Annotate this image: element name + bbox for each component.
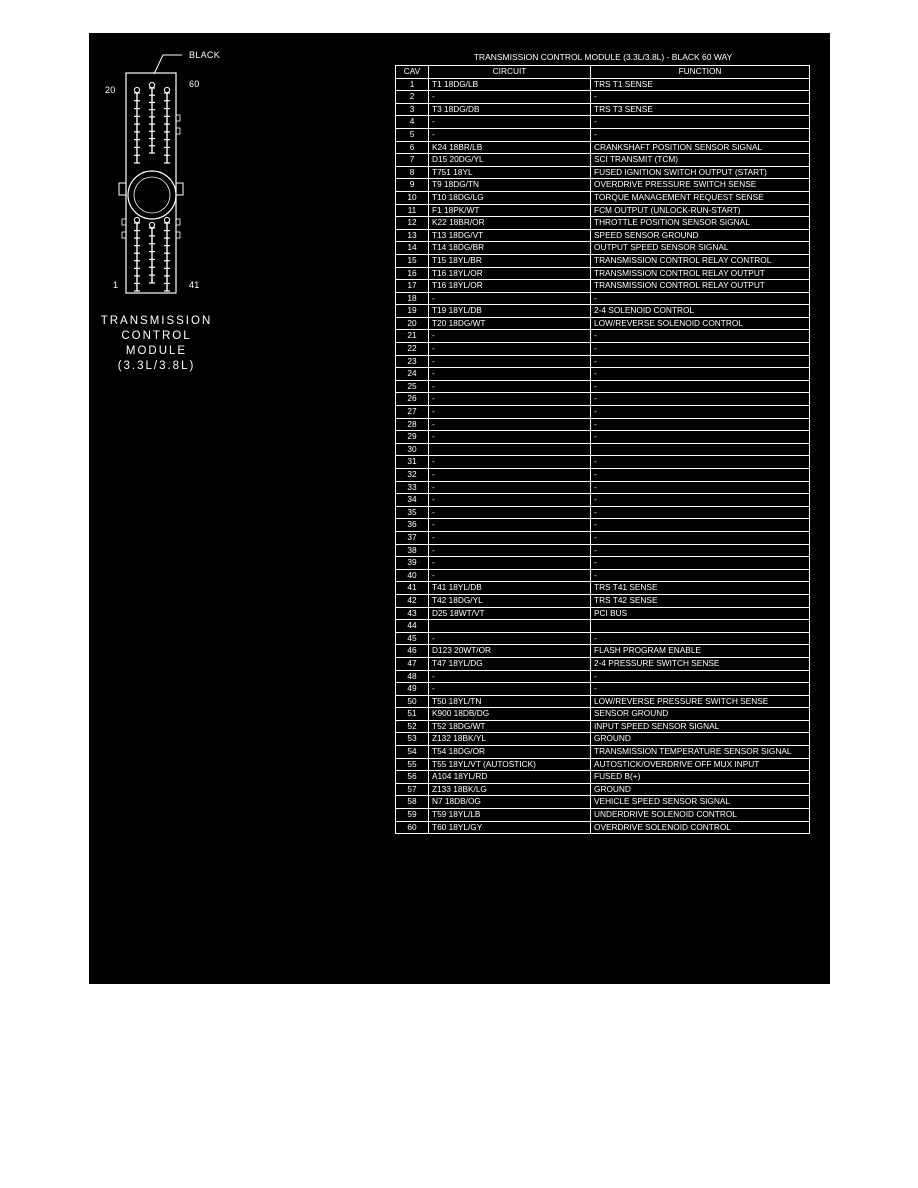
function-cell: SCI TRANSMIT (TCM): [591, 154, 810, 167]
circuit-cell: T59 18YL/LB: [429, 809, 591, 822]
function-cell: OVERDRIVE SOLENOID CONTROL: [591, 821, 810, 834]
circuit-cell: -: [429, 544, 591, 557]
function-cell: GROUND: [591, 783, 810, 796]
circuit-cell: T15 18YL/BR: [429, 254, 591, 267]
cav-cell: 11: [396, 204, 429, 217]
cav-cell: 23: [396, 355, 429, 368]
table-row: [396, 809, 810, 822]
circuit-cell: T14 18DG/BR: [429, 242, 591, 255]
circuit-cell: -: [429, 531, 591, 544]
pin-label-top-right: 60: [189, 79, 200, 89]
function-cell: FUSED B(+): [591, 771, 810, 784]
cav-cell: 15: [396, 254, 429, 267]
table-row: [396, 343, 810, 356]
function-cell: OUTPUT SPEED SENSOR SIGNAL: [591, 242, 810, 255]
table-row: [396, 166, 810, 179]
table-row: [396, 594, 810, 607]
circuit-cell: -: [429, 469, 591, 482]
cav-cell: 47: [396, 657, 429, 670]
circuit-cell: Z132 18BK/YL: [429, 733, 591, 746]
circuit-cell: -: [429, 670, 591, 683]
function-cell: -: [591, 418, 810, 431]
cav-cell: 18: [396, 292, 429, 305]
circuit-cell: T42 18DG/YL: [429, 594, 591, 607]
circuit-cell: [429, 620, 591, 633]
table-row: [396, 645, 810, 658]
cav-cell: 28: [396, 418, 429, 431]
circuit-cell: -: [429, 355, 591, 368]
function-cell: THROTTLE POSITION SENSOR SIGNAL: [591, 217, 810, 230]
module-name-line: MODULE: [125, 345, 188, 357]
function-cell: -: [591, 380, 810, 393]
table-row: [396, 544, 810, 557]
function-cell: -: [591, 355, 810, 368]
table-row: [396, 494, 810, 507]
function-cell: TRANSMISSION CONTROL RELAY OUTPUT: [591, 280, 810, 293]
function-cell: -: [591, 292, 810, 305]
cav-cell: 40: [396, 569, 429, 582]
table-row: [396, 78, 810, 91]
function-cell: -: [591, 557, 810, 570]
function-cell: TRANSMISSION TEMPERATURE SENSOR SIGNAL: [591, 746, 810, 759]
cav-cell: 13: [396, 229, 429, 242]
cav-cell: 38: [396, 544, 429, 557]
function-cell: -: [591, 91, 810, 104]
cav-cell: 22: [396, 343, 429, 356]
function-cell: TRS T42 SENSE: [591, 594, 810, 607]
circuit-cell: -: [429, 557, 591, 570]
circuit-cell: [429, 443, 591, 456]
cav-cell: 30: [396, 443, 429, 456]
circuit-cell: K24 18BR/LB: [429, 141, 591, 154]
cav-cell: 20: [396, 317, 429, 330]
table-row: [396, 128, 810, 141]
table-row: [396, 191, 810, 204]
cav-cell: 27: [396, 406, 429, 419]
header-cav: CAV: [396, 66, 429, 79]
table-row: [396, 607, 810, 620]
table-header-row: [396, 66, 810, 79]
circuit-cell: -: [429, 380, 591, 393]
table-row: [396, 179, 810, 192]
function-cell: 2-4 PRESSURE SWITCH SENSE: [591, 657, 810, 670]
function-cell: -: [591, 670, 810, 683]
cav-cell: 52: [396, 720, 429, 733]
cav-cell: 45: [396, 632, 429, 645]
circuit-cell: -: [429, 418, 591, 431]
function-cell: TORQUE MANAGEMENT REQUEST SENSE: [591, 191, 810, 204]
circuit-cell: -: [429, 683, 591, 696]
function-cell: -: [591, 456, 810, 469]
function-cell: -: [591, 506, 810, 519]
header-circuit: CIRCUIT: [429, 66, 591, 79]
function-cell: -: [591, 330, 810, 343]
cav-cell: 14: [396, 242, 429, 255]
table-row: [396, 254, 810, 267]
pin-end-circle: [134, 87, 139, 92]
circuit-cell: T16 18YL/OR: [429, 267, 591, 280]
function-cell: TRS T3 SENSE: [591, 103, 810, 116]
header-function: FUNCTION: [591, 66, 810, 79]
table-row: [396, 582, 810, 595]
cav-cell: 54: [396, 746, 429, 759]
pin-end-circle: [149, 82, 154, 87]
cav-cell: 50: [396, 695, 429, 708]
cav-cell: 10: [396, 191, 429, 204]
cav-cell: 37: [396, 531, 429, 544]
function-cell: -: [591, 431, 810, 444]
function-cell: -: [591, 128, 810, 141]
cav-cell: 58: [396, 796, 429, 809]
cav-cell: 57: [396, 783, 429, 796]
cav-cell: 25: [396, 380, 429, 393]
cav-cell: 9: [396, 179, 429, 192]
circuit-cell: -: [429, 406, 591, 419]
function-cell: -: [591, 632, 810, 645]
circuit-cell: -: [429, 330, 591, 343]
table-row: [396, 317, 810, 330]
circuit-cell: D123 20WT/OR: [429, 645, 591, 658]
module-name: [89, 314, 224, 374]
circuit-cell: T19 18YL/DB: [429, 305, 591, 318]
function-cell: TRANSMISSION CONTROL RELAY CONTROL: [591, 254, 810, 267]
table-row: [396, 620, 810, 633]
cav-cell: 41: [396, 582, 429, 595]
table-row: [396, 657, 810, 670]
table-row: [396, 456, 810, 469]
circuit-cell: T41 18YL/DB: [429, 582, 591, 595]
table-row: [396, 783, 810, 796]
table-row: [396, 393, 810, 406]
function-cell: CRANKSHAFT POSITION SENSOR SIGNAL: [591, 141, 810, 154]
table-row: [396, 204, 810, 217]
pin-end-circle: [134, 217, 139, 222]
cav-cell: 56: [396, 771, 429, 784]
function-cell: SENSOR GROUND: [591, 708, 810, 721]
circuit-cell: D15 20DG/YL: [429, 154, 591, 167]
table-row: [396, 141, 810, 154]
circuit-cell: -: [429, 519, 591, 532]
function-cell: -: [591, 368, 810, 381]
table-row: [396, 154, 810, 167]
pin-label-bottom-right: 41: [189, 280, 200, 290]
table-row: [396, 418, 810, 431]
circuit-cell: -: [429, 292, 591, 305]
cav-cell: 26: [396, 393, 429, 406]
circuit-cell: D25 18WT/VT: [429, 607, 591, 620]
function-cell: -: [591, 481, 810, 494]
cav-cell: 3: [396, 103, 429, 116]
circuit-cell: T52 18DG/WT: [429, 720, 591, 733]
table-row: [396, 557, 810, 570]
circuit-cell: -: [429, 91, 591, 104]
table-row: [396, 103, 810, 116]
cav-cell: 59: [396, 809, 429, 822]
cav-cell: 19: [396, 305, 429, 318]
table-body: [396, 78, 810, 834]
table-row: [396, 469, 810, 482]
circuit-cell: -: [429, 506, 591, 519]
function-cell: LOW/REVERSE PRESSURE SWITCH SENSE: [591, 695, 810, 708]
cav-cell: 16: [396, 267, 429, 280]
circuit-cell: -: [429, 632, 591, 645]
cav-cell: 31: [396, 456, 429, 469]
table-row: [396, 355, 810, 368]
circuit-cell: T9 18DG/TN: [429, 179, 591, 192]
circuit-cell: T13 18DG/VT: [429, 229, 591, 242]
circuit-cell: T10 18DG/LG: [429, 191, 591, 204]
cav-cell: 2: [396, 91, 429, 104]
function-cell: -: [591, 683, 810, 696]
function-cell: 2-4 SOLENOID CONTROL: [591, 305, 810, 318]
table-row: [396, 431, 810, 444]
table-row: [396, 670, 810, 683]
table-row: [396, 733, 810, 746]
cav-cell: 49: [396, 683, 429, 696]
function-cell: GROUND: [591, 733, 810, 746]
table-row: [396, 758, 810, 771]
function-cell: PCI BUS: [591, 607, 810, 620]
wiring-diagram-panel: [89, 33, 830, 984]
function-cell: TRANSMISSION CONTROL RELAY OUTPUT: [591, 267, 810, 280]
circuit-cell: F1 18PK/WT: [429, 204, 591, 217]
cav-cell: 4: [396, 116, 429, 129]
circuit-cell: -: [429, 456, 591, 469]
function-cell: VEHICLE SPEED SENSOR SIGNAL: [591, 796, 810, 809]
pin-end-circle: [149, 222, 154, 227]
cav-cell: 39: [396, 557, 429, 570]
circuit-cell: T751 18YL: [429, 166, 591, 179]
table-row: [396, 330, 810, 343]
table-row: [396, 506, 810, 519]
cav-cell: 12: [396, 217, 429, 230]
table-row: [396, 305, 810, 318]
pin-end-circle: [164, 87, 169, 92]
circuit-cell: T60 18YL/GY: [429, 821, 591, 834]
circuit-cell: A104 18YL/RD: [429, 771, 591, 784]
table-row: [396, 481, 810, 494]
cav-cell: 42: [396, 594, 429, 607]
cav-cell: 29: [396, 431, 429, 444]
cav-cell: 36: [396, 519, 429, 532]
module-name-line: TRANSMISSION: [100, 315, 213, 327]
circuit-cell: T50 18YL/TN: [429, 695, 591, 708]
function-cell: -: [591, 406, 810, 419]
table-row: [396, 720, 810, 733]
cav-cell: 33: [396, 481, 429, 494]
cav-cell: 43: [396, 607, 429, 620]
module-name-line: (3.3L/3.8L): [117, 360, 196, 372]
function-cell: TRS T41 SENSE: [591, 582, 810, 595]
circuit-cell: K22 18BR/OR: [429, 217, 591, 230]
circuit-cell: T54 18DG/OR: [429, 746, 591, 759]
function-cell: LOW/REVERSE SOLENOID CONTROL: [591, 317, 810, 330]
circuit-cell: -: [429, 343, 591, 356]
table-row: [396, 708, 810, 721]
function-cell: -: [591, 569, 810, 582]
table-row: [396, 771, 810, 784]
function-cell: TRS T1 SENSE: [591, 78, 810, 91]
function-cell: FCM OUTPUT (UNLOCK-RUN-START): [591, 204, 810, 217]
table-row: [396, 519, 810, 532]
pin-end-circle: [164, 217, 169, 222]
circuit-cell: T3 18DG/DB: [429, 103, 591, 116]
cav-cell: 1: [396, 78, 429, 91]
circuit-cell: T55 18YL/VT (AUTOSTICK): [429, 758, 591, 771]
cav-cell: 35: [396, 506, 429, 519]
cav-cell: 17: [396, 280, 429, 293]
function-cell: AUTOSTICK/OVERDRIVE OFF MUX INPUT: [591, 758, 810, 771]
cav-cell: 55: [396, 758, 429, 771]
cav-cell: 7: [396, 154, 429, 167]
function-cell: -: [591, 519, 810, 532]
cav-cell: 46: [396, 645, 429, 658]
function-cell: -: [591, 531, 810, 544]
circuit-cell: N7 18DB/OG: [429, 796, 591, 809]
cav-cell: 8: [396, 166, 429, 179]
cav-cell: 51: [396, 708, 429, 721]
table-row: [396, 531, 810, 544]
circuit-cell: T1 18DG/LB: [429, 78, 591, 91]
table-row: [396, 821, 810, 834]
circuit-cell: K900 18DB/DG: [429, 708, 591, 721]
table-row: [396, 280, 810, 293]
circuit-cell: T20 18DG/WT: [429, 317, 591, 330]
table-row: [396, 443, 810, 456]
circuit-cell: -: [429, 569, 591, 582]
table-row: [396, 242, 810, 255]
function-cell: OVERDRIVE PRESSURE SWITCH SENSE: [591, 179, 810, 192]
cav-cell: 53: [396, 733, 429, 746]
circuit-cell: -: [429, 431, 591, 444]
function-cell: UNDERDRIVE SOLENOID CONTROL: [591, 809, 810, 822]
table-row: [396, 116, 810, 129]
circuit-cell: -: [429, 116, 591, 129]
connector-color-label: BLACK: [189, 50, 221, 60]
cav-cell: 6: [396, 141, 429, 154]
table-row: [396, 368, 810, 381]
table-row: [396, 229, 810, 242]
cav-cell: 24: [396, 368, 429, 381]
pin-label-bottom-left: 1: [113, 280, 119, 290]
function-cell: -: [591, 544, 810, 557]
table-title: TRANSMISSION CONTROL MODULE (3.3L/3.8L) - BLACK 60 WAY: [473, 52, 733, 62]
connector-pins: [134, 82, 170, 291]
table-row: [396, 569, 810, 582]
cav-cell: 34: [396, 494, 429, 507]
connector-face-drawing: [89, 33, 389, 333]
table-row: [396, 380, 810, 393]
circuit-cell: T16 18YL/OR: [429, 280, 591, 293]
function-cell: FLASH PROGRAM ENABLE: [591, 645, 810, 658]
table-row: [396, 292, 810, 305]
function-cell: -: [591, 469, 810, 482]
function-cell: [591, 443, 810, 456]
circuit-cell: -: [429, 481, 591, 494]
cav-cell: 60: [396, 821, 429, 834]
function-cell: INPUT SPEED SENSOR SIGNAL: [591, 720, 810, 733]
table-row: [396, 91, 810, 104]
circuit-cell: -: [429, 128, 591, 141]
pin-table: [395, 65, 810, 834]
table-row: [396, 695, 810, 708]
cav-cell: 44: [396, 620, 429, 633]
table-row: [396, 746, 810, 759]
cav-cell: 21: [396, 330, 429, 343]
function-cell: -: [591, 393, 810, 406]
circuit-cell: -: [429, 393, 591, 406]
cav-cell: 48: [396, 670, 429, 683]
table-row: [396, 683, 810, 696]
function-cell: -: [591, 494, 810, 507]
circuit-cell: -: [429, 494, 591, 507]
table-row: [396, 406, 810, 419]
cav-cell: 32: [396, 469, 429, 482]
pin-label-top-left: 20: [105, 85, 116, 95]
table-row: [396, 796, 810, 809]
table-row: [396, 217, 810, 230]
circuit-cell: -: [429, 368, 591, 381]
circuit-cell: T47 18YL/DG: [429, 657, 591, 670]
cav-cell: 5: [396, 128, 429, 141]
function-cell: SPEED SENSOR GROUND: [591, 229, 810, 242]
function-cell: FUSED IGNITION SWITCH OUTPUT (START): [591, 166, 810, 179]
function-cell: -: [591, 116, 810, 129]
table-row: [396, 632, 810, 645]
module-name-line: CONTROL: [121, 330, 192, 342]
table-row: [396, 267, 810, 280]
circuit-cell: Z133 18BK/LG: [429, 783, 591, 796]
function-cell: -: [591, 343, 810, 356]
function-cell: [591, 620, 810, 633]
